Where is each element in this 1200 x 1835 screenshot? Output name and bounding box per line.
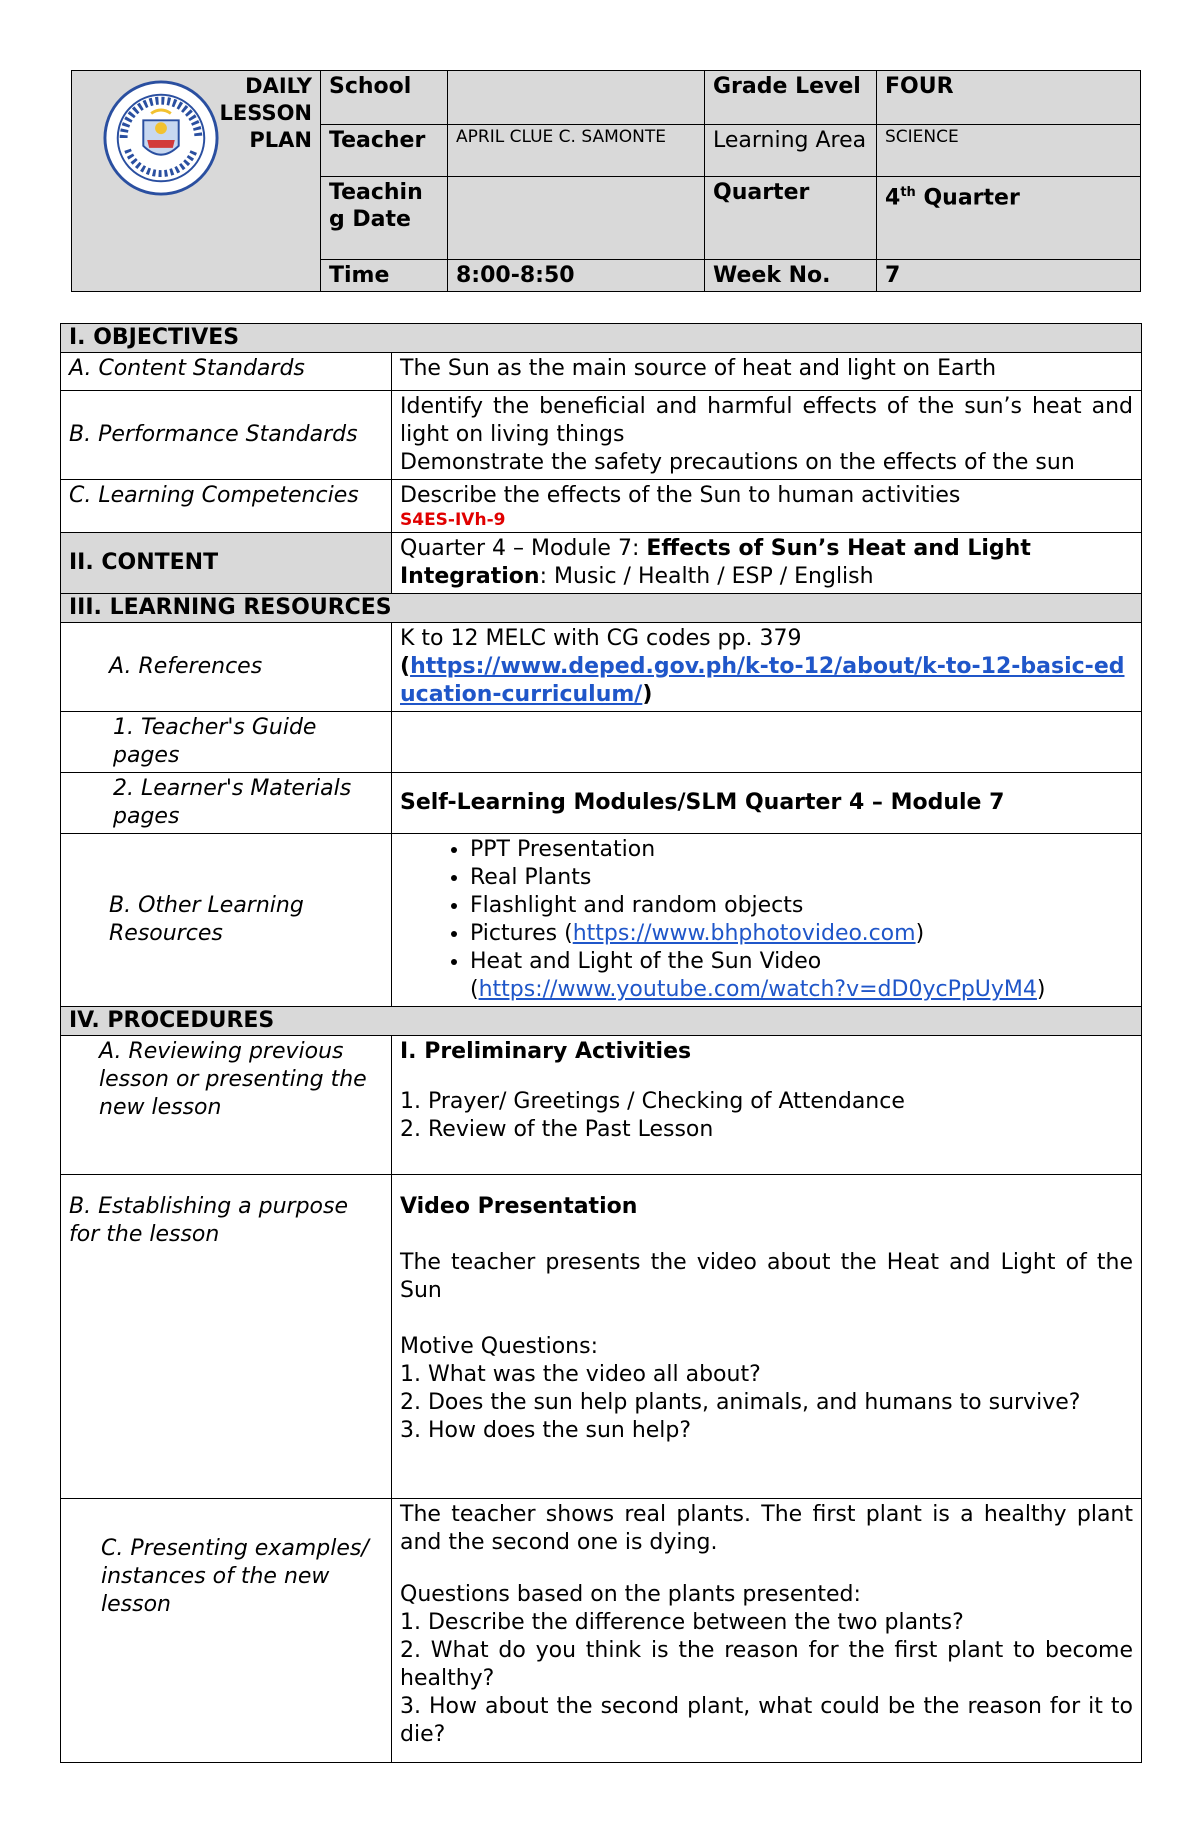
teacher-label: Teacher (321, 125, 448, 177)
procedure-b-content (392, 1175, 1142, 1499)
video-link[interactable]: https://www.youtube.com/watch?v=dD0ycPpUyM4 (478, 977, 1037, 1002)
learners-materials-label: 2. Learner's Materials pages (61, 773, 392, 834)
header-table (71, 70, 1141, 292)
procedure-b-label-text: B. Establishing a purpose for the lesson (69, 1194, 349, 1247)
motive-question: 2. Does the sun help plants, animals, and humans to survive? (400, 1390, 1081, 1415)
dlp-title-line: DAILY (245, 74, 312, 98)
school-value (448, 71, 705, 125)
procedures-heading: IV. PROCEDURES (61, 1007, 1142, 1036)
list-item: • Pictures (https://www.bhphotovideo.com) (470, 920, 1133, 948)
video-presentation-title: Video Presentation (400, 1194, 638, 1219)
content-value (392, 533, 1142, 594)
learning-resources-heading: III. LEARNING RESOURCES (61, 594, 1142, 623)
procedure-a-item: 1. Prayer/ Greetings / Checking of Attendance (400, 1089, 905, 1114)
plant-question: 3. How about the second plant, what could be the reason for it to die? (400, 1694, 1133, 1747)
performance-standards-value (392, 391, 1142, 480)
learning-competencies-label: C. Learning Competencies (61, 480, 392, 533)
teachers-guide-value (392, 712, 1142, 773)
motive-questions-label: Motive Questions: (400, 1334, 598, 1359)
procedure-b-label (61, 1175, 392, 1499)
week-label: Week No. (705, 259, 877, 291)
performance-standard-item: Demonstrate the safety precautions on the effects of the sun (400, 450, 1075, 475)
pictures-text: Pictures ( (470, 921, 573, 946)
learning-competencies-value (392, 480, 1142, 533)
preliminary-activities-title: I. Preliminary Activities (400, 1039, 692, 1064)
learning-area-label: Learning Area (705, 125, 877, 177)
performance-standard-item: Identify the beneficial and harmful effects of the sun’s heat and light on living things (400, 394, 1133, 447)
quarter-word: Quarter (915, 185, 1020, 211)
performance-standards-label: B. Performance Standards (61, 391, 392, 480)
references-label: A. References (61, 623, 392, 712)
dlp-title-line: PLAN (249, 128, 312, 152)
procedure-a-label: A. Reviewing previous lesson or presenting the new lesson (61, 1036, 392, 1175)
real-plants-text: The teacher shows real plants. The first plant is a healthy plant and the second one is dying. (400, 1502, 1133, 1555)
teachers-guide-label: 1. Teacher's Guide pages (61, 712, 392, 773)
teacher-value: APRIL CLUE C. SAMONTE (448, 125, 705, 177)
procedure-a-content (392, 1036, 1142, 1175)
learning-area-value: SCIENCE (877, 125, 1141, 177)
competency-text: Describe the effects of the Sun to human activities (400, 483, 961, 508)
dlp-title-line: LESSON (219, 101, 312, 125)
quarter-label: Quarter (705, 177, 877, 259)
pictures-link[interactable]: https://www.bhphotovideo.com (572, 921, 916, 946)
content-module-title: Effects of Sun’s Heat and Light (646, 536, 1031, 561)
list-item: • Real Plants (470, 864, 1133, 892)
integration-label: Integration (400, 564, 540, 589)
motive-question: 3. How does the sun help? (400, 1418, 692, 1443)
dlp-title (220, 73, 312, 154)
time-label: Time (321, 259, 448, 291)
list-item: • Heat and Light of the Sun Video (https://www.youtube.com/watch?v=dD0ycPpUyM4) (470, 948, 1133, 1004)
lesson-plan-table (60, 323, 1142, 1763)
objectives-heading: I. OBJECTIVES (61, 324, 1142, 353)
motive-question: 1. What was the video all about? (400, 1362, 761, 1387)
content-heading: II. CONTENT (61, 533, 392, 594)
references-link[interactable]: https://www.deped.gov.ph/k-to-12/about/k-to-12-basic-education-curriculum/ (400, 654, 1125, 707)
other-resources-label: B. Other Learning Resources (61, 834, 392, 1007)
plant-questions-label: Questions based on the plants presented: (400, 1582, 861, 1607)
other-resources-value (392, 834, 1142, 1007)
header-logo-cell (72, 71, 321, 292)
quarter-number: 4 (885, 185, 901, 211)
quarter-value (877, 177, 1141, 259)
references-text: K to 12 MELC with CG codes pp. 379 (400, 626, 802, 651)
procedure-a-item: 2. Review of the Past Lesson (400, 1117, 714, 1142)
plant-question: 2. What do you think is the reason for the first plant to become healthy? (400, 1638, 1133, 1691)
time-value: 8:00-8:50 (448, 259, 705, 291)
deped-seal-icon (102, 79, 220, 197)
learners-materials-value: Self-Learning Modules/SLM Quarter 4 – Module 7 (392, 773, 1142, 834)
other-resources-list (400, 836, 1133, 1004)
grade-level-label: Grade Level (705, 71, 877, 125)
school-label: School (321, 71, 448, 125)
video-presentation-text: The teacher presents the video about the Heat and Light of the Sun (400, 1250, 1133, 1303)
teaching-date-value (448, 177, 705, 259)
competency-code: S4ES-IVh-9 (400, 510, 506, 530)
procedure-c-label: C. Presenting examples/ instances of the new lesson (61, 1499, 392, 1763)
list-item: • PPT Presentation (470, 836, 1133, 864)
integration-subjects: : Music / Health / ESP / English (539, 564, 874, 589)
quarter-suffix: th (900, 185, 916, 201)
references-value: K to 12 MELC with CG codes pp. 379 (https://www.deped.gov.ph/k-to-12/about/k-to-12-basic-education-curriculum/) (392, 623, 1142, 712)
content-standards-label: A. Content Standards (61, 353, 392, 391)
grade-level-value: FOUR (877, 71, 1141, 125)
list-item: • Flashlight and random objects (470, 892, 1133, 920)
teaching-date-label: Teachin g Date (321, 177, 448, 259)
plant-question: 1. Describe the difference between the two plants? (400, 1610, 964, 1635)
procedure-c-content (392, 1499, 1142, 1763)
content-module-prefix: Quarter 4 – Module 7: (400, 536, 647, 561)
week-value: 7 (877, 259, 1141, 291)
content-standards-value: The Sun as the main source of heat and light on Earth (392, 353, 1142, 391)
video-text: Heat and Light of the Sun Video (470, 949, 822, 974)
